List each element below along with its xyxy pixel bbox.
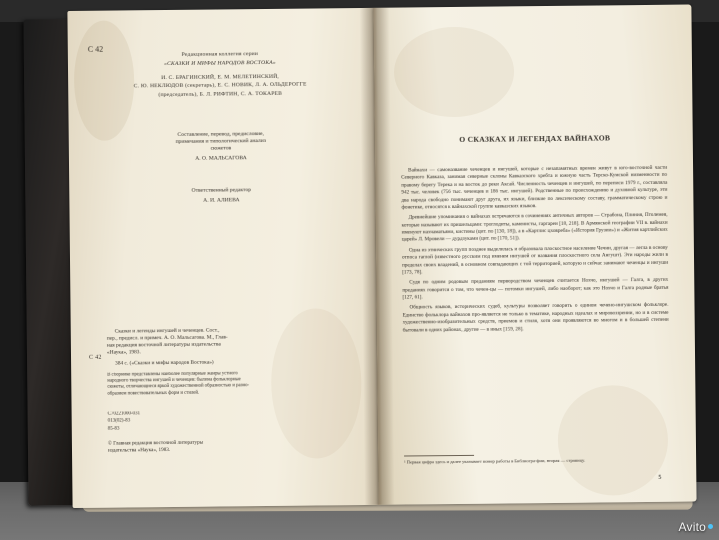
series-title: «СКАЗКИ И МИФЫ НАРОДОВ ВОСТОКА»: [164, 59, 276, 67]
compiler-block: [103, 130, 339, 164]
compiler-line: Составление, перевод, предисловие,: [177, 130, 264, 138]
left-page: [67, 8, 378, 508]
annotation-line: В сборнике представлены наиболее популярные жанры устного: [107, 371, 238, 378]
body-paragraph: Судя по одним родовым преданиям первородством чеченцев считается Нохчо, ингушей — Галга, в других преданиях говорится о том, что чечен-цы — потомки ингушей, либо наоборот; как это Нохчо и Галга родные братья [127, 61].: [402, 277, 669, 301]
board-member-line: (председатель), Б. Л. РИФТИН, С. А. ТОКАРЕВ: [158, 90, 283, 99]
biblio-line: ная редакция восточной литературы издательства: [106, 341, 221, 349]
responsible-editor-label: Ответственный редактор: [191, 187, 252, 194]
body-paragraph: Общность языков, исторических судеб, культуры позволяет говорить о едином чечено-ингушском фольклоре. Единство фольклора вайнахов про-является не только в тематике, народных идеалах и мировоззрении, но и в системе художественно-изобразительных средств, приемов и стиля, хотя они проявляются во многом и в большей степени бытовали в одних районах, другие — в иных [159, 28].: [402, 302, 669, 334]
body-paragraph: Вайнахи — самоназвание чеченцев и ингушей, которые с незапамятных времен живут в юго-восточной части Северного Кавказа, занимая северные склоны Кавказского хребта и южную часть Терско-Кумской низменности по правому берегу Терека и на восток до реки Аксай. Численность чеченцев и ингушей, по переписи 1979 г., составляла 942 тыс. человек (756 тыс. чеченцев и 186 тыс. ингушей). Родственные по происхождению и духовной культуре, эти два народа свободно понимают друг друга, их языки, близкие по лексическому составу, грамматическому строю и фонетике, относятся к вайнахской группе кавказских языков.: [401, 164, 668, 211]
editorial-board-heading: Редакционная коллегия серии: [181, 51, 259, 58]
editorial-board: [102, 50, 338, 101]
copyright-block: [108, 438, 340, 454]
page-spread: [67, 5, 696, 512]
footnote: ¹ Первая цифра здесь и далее указывает номер работы в Библиогра-фии, вторая — страницу.: [404, 457, 586, 465]
catalog-code: С 42: [88, 354, 102, 361]
biblio-line: «Наука», 1983.: [106, 349, 141, 356]
annotation-line: сюжеты, отличающиеся яркой художественной образностью и разно-: [107, 383, 250, 391]
bibliographic-record: [107, 326, 339, 367]
board-member-line: С. Ю. НЕКЛЮДОВ (секретарь), Е. С. НОВИК, Л. А. ОЛЬДЕРОГГЕ: [133, 82, 307, 90]
biblio-line: пер., предисл. и примеч. А. О. Мальсагова. М., Глав-: [106, 334, 228, 342]
classification-line: 013(02)-83: [107, 418, 131, 424]
board-member-line: И. С. БРАГИНСКИЙ, Е. М. МЕЛЕТИНСКИЙ,: [161, 73, 280, 81]
annotation-line: образием повествовательных форм и стилей.: [107, 390, 200, 397]
watermark-label: Avito: [678, 520, 706, 534]
compiler-line: сюжетов: [210, 145, 232, 152]
open-book: [23, 5, 696, 512]
copyright-line: издательства «Наука», 1983.: [107, 446, 171, 454]
pages-and-series: 384 с. («Сказки и мифы народов Востока»): [115, 359, 214, 367]
page-number: 5: [658, 474, 662, 481]
chapter-title: О СКАЗКАХ И ЛЕГЕНДАХ ВАЙНАХОВ: [459, 133, 611, 144]
responsible-editor-name: А. И. АЛИЕВА: [203, 197, 240, 204]
classification-line: С70221000-031: [107, 411, 141, 417]
annotation: [107, 370, 339, 397]
watermark-dot-icon: [708, 524, 713, 529]
compiler-name: А. О. МАЛЬСАГОВА: [195, 155, 247, 163]
copyright-line: © Главная редакция восточной литературы: [107, 439, 204, 447]
classification-block: [108, 408, 340, 432]
body-paragraph: Древнейшие упоминания о вайнахах встречаются в сочинениях античных авторов — Страбона, Плиния, Птолемея, которые называют их пришельцами: троглодиты, каменисты, гаргареи [18, 218]. В Армянской географии VII в. вайнахи именуют нахчаматьяни, кистины (цит. по [130, 18]), а в «Картлис цховреба» («История Грузии») и «Жития картлийских царей» Л. Мровели — дурдзуками (цит. по [170, 51]).: [401, 212, 668, 243]
biblio-line: Сказки и легенды ингушей и чеченцев. Сост.,: [114, 327, 220, 335]
watermark: [679, 520, 713, 534]
responsible-editor-block: [103, 186, 339, 206]
chapter-body: [401, 165, 669, 338]
compiler-line: примечания и типологический анализ: [175, 138, 266, 146]
left-page-sigla: С 42: [87, 44, 104, 54]
body-paragraph: Одна из этнических групп позднее выделилась и образовала плоскостное население Чечни, другая — легла в основу отпоса гаглой (известного русским под именем ингушей от названия плоскостного села Ангушт). Эти народы жили в пределах своих владений, в основном совпадающих с той территорией, которую и сейчас занимают чеченцы и ингуши [173, 78].: [401, 244, 669, 276]
classification-line: 85-83: [107, 426, 120, 432]
annotation-line: народного творчества ингушей и чеченцев: былина фольклорные: [107, 377, 241, 384]
